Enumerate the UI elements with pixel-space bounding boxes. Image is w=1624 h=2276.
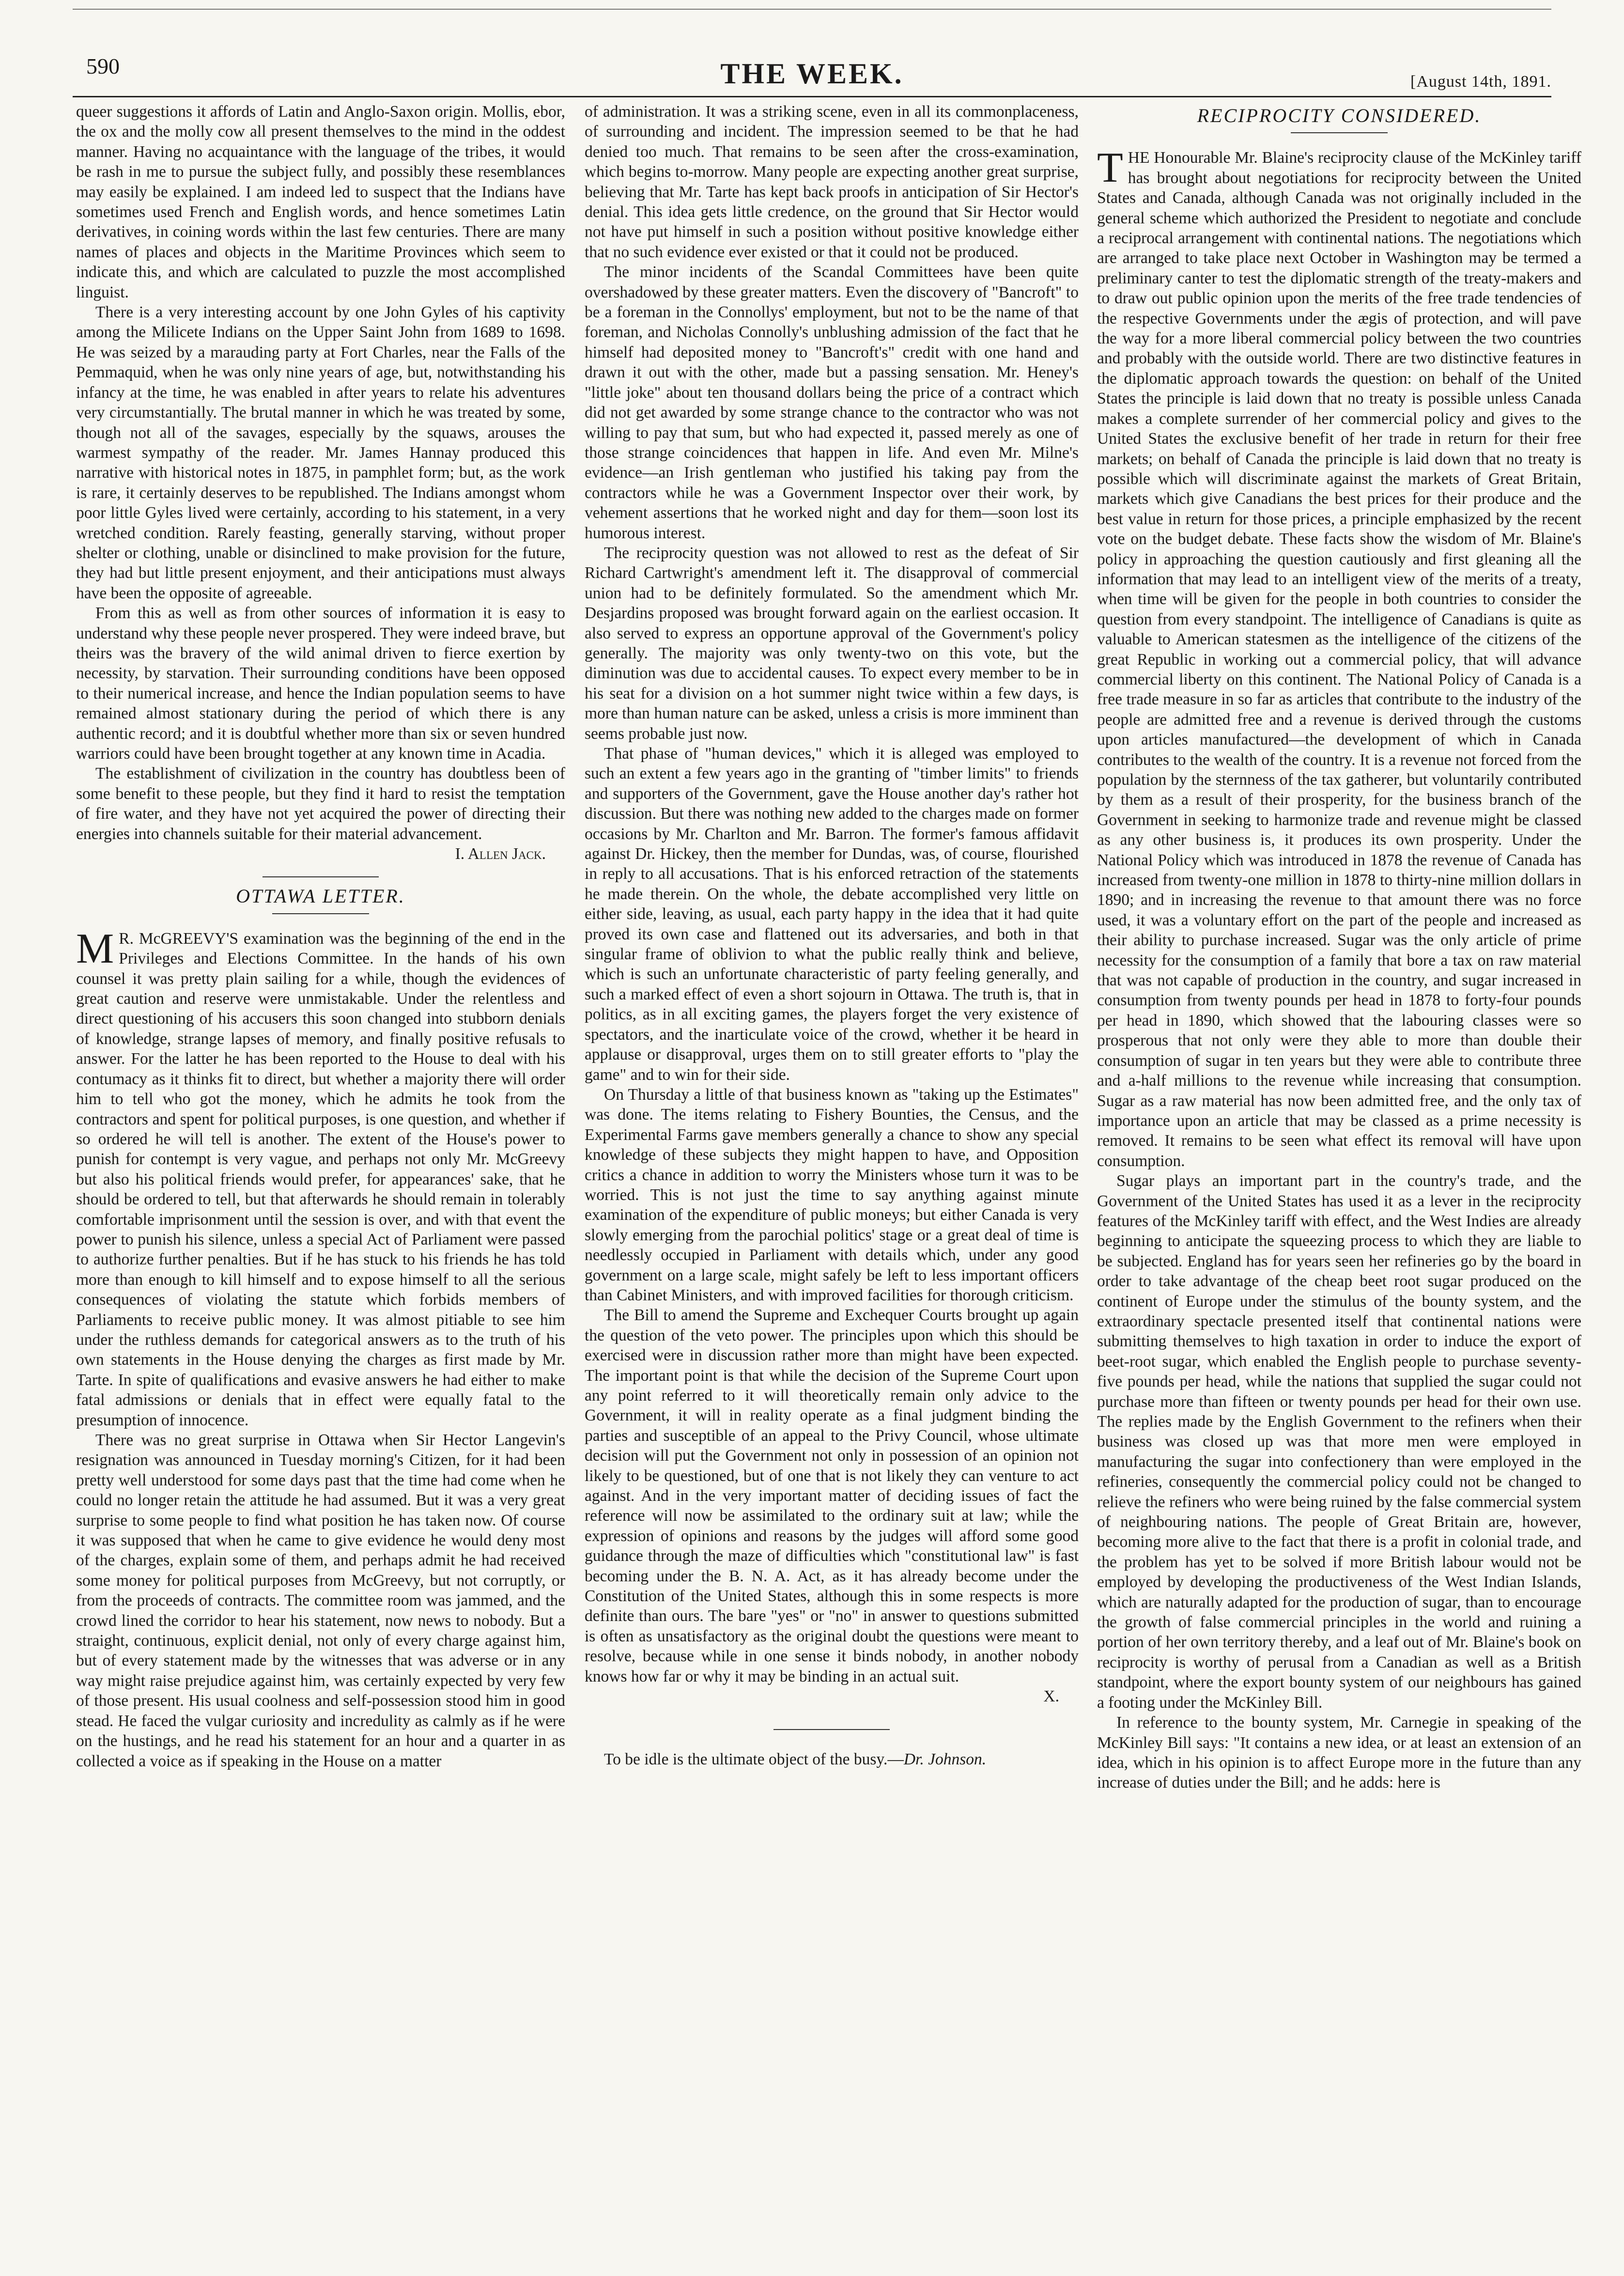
quotation-text: To be idle is the ultimate object of the busy.—	[604, 1750, 904, 1768]
drop-cap: M	[76, 925, 114, 972]
paragraph: The Bill to amend the Supreme and Exchequer Courts brought up again the question of the veto power. The principles upon which this should be exercised were in discussion rather more than might have been expected. The important point is that while the decision of the Supreme Court upon any point referred to it will theoretically remain only advice to the Government, it will in reality operate as a final judgment binding the parties and susceptible of an appeal to the Privy Council, whose ultimate decision will put the Government not only in possession of an opinion not likely to be questioned, but of one that is not likely they can venture to act against. And in the very important matter of deciding issues of fact the reference will now be assimilated to the ordinary suit at law; while the expression of opinions and reasons by the judges will afford some good guidance through the maze of difficulties which "constitutional law" is fast becoming under the B. N. A. Act, as it has already become under the Constitution of the United States, although this in some respects is more definite than ours. The bare "yes" or "no" in answer to questions submitted is often as unsatisfactory as the original doubt the questions were meant to resolve, because while in one sense it binds nobody, in another nobody knows how far or why it may be binding in an actual suit.	[585, 1306, 1079, 1685]
column-3	[1097, 102, 1581, 1793]
author-signature: X.	[1043, 1687, 1059, 1706]
title-underline	[1291, 132, 1388, 133]
paragraph: There was no great surprise in Ottawa when Sir Hector Langevin's resignation was announced in Tuesday morning's Citizen, for it had been pretty well understood for some days past that the time had come when he could no longer retain the attitude he had assumed. But it was a very great surprise to some people to find what position he has taken now. Of course it was supposed that when he came to give evidence he would deny most of the charges, explain some of them, and perhaps admit he had received some money for political purposes from McGreevy, but not corruptly, or from the proceeds of contracts. The committee room was jammed, and the crowd lined the corridor to hear his statement, now news to nobody. But a straight, continuous, explicit denial, not only of every charge against him, but of every statement made by the witnesses that was adverse or in any way might raise prejudice against him, was certainly expected by very few of those present. His usual coolness and self-possession stood him in good stead. He faced the vulgar curiosity and incredulity as calmly as if he were on the hustings, and he read his statement for an hour and a quarter in as collected a voice as if speaking in the House on a matter	[76, 1431, 565, 1770]
paragraph: That phase of "human devices," which it is alleged was employed to such an extent a few years ago in the granting of "timber limits" to friends and supporters of the Government, gave the House another day's rather hot discussion. But there was nothing new added to the charges made on former occasions by Mr. Charlton and Mr. Barron. The former's famous affidavit against Dr. Hickey, then the member for Dundas, was, of course, flourished in reply to all accusations. That is his enforced retraction of the statements he made therein. On the whole, the debate accomplished very little on either side, leaving, as usual, each party happy in the idea that it had quite proved its own case and flattened out its adversaries, and both in that singular frame of oblivion to what the public really think and believe, which is such an unfortunate characteristic of party feeling generally, and such a marked effect of even a short sojourn in Ottawa. The truth is, that in politics, as in all exciting games, the players forget the very existence of spectators, and the inarticulate voice of the crowd, whether it be heard in applause or disapproval, urges them on to still greater efforts to "play the game" and to win for their side.	[585, 745, 1079, 1084]
paragraph: queer suggestions it affords of Latin and Anglo-Saxon origin. Mollis, ebor, the ox and the molly cow all present themselves to the mind in the oddest manner. Having no acquaintance with the language of the tribes, it would be rash in me to pursue the subject fully, and possibly these resemblances may easily be explained. I am indeed led to suspect that the Indians have sometimes used French and English words, and hence sometimes Latin derivatives, in coining words within the last few centuries. There are many names of places and objects in the Maritime Provinces which seem to indicate this, and which are calculated to puzzle the most accomplished linguist.	[76, 103, 565, 301]
header-rule	[73, 96, 1551, 97]
paragraph: There is a very interesting account by one John Gyles of his captivity among the Milicete Indians on the Upper Saint John from 1689 to 1698. He was seized by a marauding party at Fort Charles, near the Falls of the Pemmaquid, when he was only nine years of age, but, notwithstanding his infancy at the time, he was enabled in after years to relate his adventures very circumstantially. The brutal manner in which he was treated by some, though not all of the savages, especially by the squaws, arouses the warmest sympathy of the reader. Mr. James Hannay produced this narrative with historical notes in 1875, in pamphlet form; but, as the work is rare, it certainly deserves to be republished. The Indians amongst whom poor little Gyles lived were certainly, according to his statement, in a very wretched condition. Rarely feasting, generally starving, without proper shelter or clothing, unable or disinclined to make provision for the future, they had but little present enjoyment, and their anticipations must always have been the opposite of agreeable.	[76, 303, 565, 602]
page-number: 590	[86, 54, 120, 78]
title-underline	[272, 913, 369, 914]
paragraph: In reference to the bounty system, Mr. Carnegie in speaking of the McKinley Bill says: "It contains a new idea, or at least an extension of an idea, which in his opinion is to affect Europe more in the future than any increase of duties under the Bill; and he adds: here is	[1097, 1714, 1581, 1792]
section-title-ottawa-letter: OTTAWA LETTER.	[236, 885, 405, 907]
paragraph-text: HE Honourable Mr. Blaine's reciprocity clause of the McKinley tariff has brought about negotiations for reciprocity between the United States and Canada, although Canada was not originally included in the general scheme which authorized the President to negotiate and conclude a reciprocal arrangement with continental nations. The negotiations which are arranged to take place next October in Washington may be termed a preliminary canter to test the diplomatic strength of the treaty-makers and to draw out public opinion upon the merits of the free trade tendencies of the respective Governments under the ægis of protection, and will pave the way for a more liberal commercial policy between the two countries and probably with the outside world. There are two distinctive features in the diplomatic approach towards the question: on behalf of the United States the principle is laid down that no treaty is possible unless Canada makes a complete surrender of her commercial policy and gives to the United States the exclusive benefit of her trade in return for their free markets; on behalf of Canada the principle is laid down that no treaty is possible which will discriminate against the markets of Great Britain, markets which give Canadians the best prices for their produce and the best value in return for those prices, a principle emphasized by the recent vote on the budget debate. These facts show the wisdom of Mr. Blaine's policy in approaching the question cautiously and first gleaning all the information that may lead to an intelligent view of the merits of a treaty, when time will be given for the people in both countries to consider the question from every standpoint. The intelligence of Canadians is quite as valuable to American statesmen as the intelligence of the citizens of the great Republic in working out a commercial policy, that will advance commercial liberty on this continent. The National Policy of Canada is a free trade measure in so far as articles that contribute to the industry of the people are admitted free and a revenue is derived through the customs upon articles manufactured—the development of which in Canada contributes to the wealth of the country. It is a revenue not forced from the population by the sternness of the tax gatherer, but voluntarily contributed by them as a result of their prosperity, for the business branch of the Government in seeking to harmonize trade and revenue might be classed as any other business is, it produces its own prosperity. Under the National Policy which was introduced in 1878 the revenue of Canada has increased from twenty-one million in 1878 to thirty-nine million dollars in 1890; and in increasing the revenue to that amount there was no force used, it was a voluntary effort on the part of the people and increased as their ability to purchase increased. Sugar was the only article of prime necessity for the consumption of a family that bore a tax on raw material that was not capable of production in the country, and sugar increased in consumption from twenty pounds per head in 1878 to forty-four pounds per head in 1890, which showed that the labouring classes were so prosperous that not only were they able to more than double their consumption of sugar in ten years but they were able to contribute three and a-half millions to the revenue while increasing that consumption. Sugar as a raw material has now been admitted free, and the only tax of importance upon an article that may be classed as a prime necessity is removed. It remains to be seen what effect its removal will have upon consumption.	[1097, 149, 1581, 1170]
section-title-reciprocity: RECIPROCITY CONSIDERED.	[1197, 105, 1482, 126]
column-2	[585, 102, 1079, 1769]
paragraph: From this as well as from other sources of information it is easy to understand why these people never prospered. They were indeed brave, but theirs was the bravery of the wild animal driven to fierce exertion by necessity, by starvation. Their surrounding conditions have been opposed to their numerical increase, and hence the Indian population seems to have remained almost stationary during the period of which there is any authentic record; and it is doubtful whether more than six or seven hundred warriors could have been brought together at any known time in Acadia.	[76, 604, 565, 763]
quotation-author: Dr. Johnson.	[903, 1750, 987, 1768]
paragraph: The establishment of civilization in the country has doubtless been of some benefit to these people, but they find it hard to resist the temptation of fire water, and they have not yet acquired the power of directing their energies into channels suitable for their material advancement.	[76, 764, 565, 843]
column-1	[76, 102, 565, 1771]
masthead-title: THE WEEK.	[720, 58, 904, 90]
paragraph	[76, 925, 565, 1430]
issue-date: [August 14th, 1891.	[1410, 73, 1551, 91]
paragraph: Sugar plays an important part in the country's trade, and the Government of the United States has used it as a lever in the reciprocity features of the McKinley tariff with effect, and the West Indies are already beginning to anticipate the squeezing process to which they are liable to be subjected. England has for years seen her refineries go by the board in order to take advantage of the cheap beet root sugar produced on the continent of Europe under the stimulus of the bounty system, and the extraordinary spectacle presented itself that continental nations were submitting themselves to high taxation in order to induce the export of beet-root sugar, which enabled the English people to purchase seventy-five pounds per head, while the nations that supplied the sugar could not purchase more than fifteen or twenty pounds per head for their own use. The replies made by the English Government to the refiners when their business was closed up was that more men were employed in manufacturing the sugar into confectionery than were employed in the refineries, consequently the commercial policy could not be changed to relieve the refiners who were being ruined by the false commercial system of neighbouring nations. The people of Great Britain are, however, becoming more alive to the fact that there is a profit in colonial trade, and the problem has yet to be solved if more British labour would not be employed by developing the productiveness of the West Indian Islands, which are naturally adapted for the production of sugar, than to encourage the growth of false commercial principles in the world and ruining a portion of her own territory thereby, and a leaf out of Mr. Blaine's book on reciprocity is worthy of perusal from a Canadian as well as a British standpoint, where the export bounty system of our neighbours has gained a footing under the McKinley Bill.	[1097, 1172, 1581, 1712]
paragraph: The reciprocity question was not allowed to rest as the defeat of Sir Richard Cartwright's amendment left it. The disapproval of commercial union had to be definitely formulated. So the amendment which Mr. Desjardins proposed was brought forward again on the earliest occasion. It also served to express an opportune approval of the Government's policy generally. The majority was only twenty-two on this vote, but the diminution was due to accidental causes. To expect every member to be in his seat for a division on a hot summer night twice within a few days, is more than human nature can be asked, unless a crisis is more imminent than seems probable just now.	[585, 544, 1079, 743]
paragraph: The minor incidents of the Scandal Committees have been quite overshadowed by these greater matters. Even the discovery of "Bancroft" to be a foreman in the Connollys' employment, but not to be the name of that foreman, and Nicholas Connolly's unblushing admission of the fact that he himself had deposited money to "Bancroft's" credit with one hand and drawn it out with the other, made but a passing sensation. Mr. Heney's "little joke" about ten thousand dollars being the price of a contract which did not get awarded by some strange chance to the contractor who was not willing to pay that sum, but who had expected it, passed merely as one of those strange coincidences that happen in life. And even Mr. Milne's evidence—an Irish gentleman who justified his taking pay from the contractors while he was a Government Inspector over their work, by vehement assertions that he worked night and day for them—soon lost its humorous interest.	[585, 263, 1079, 542]
top-border-rule	[73, 9, 1551, 10]
paragraph: On Thursday a little of that business known as "taking up the Estimates" was done. The items relating to Fishery Bounties, the Census, and the Experimental Farms gave members generally a chance to show any special knowledge of these subjects they might happen to have, and Opposition critics a chance in addition to worry the Ministers whose turn it was to be worried. This is not just the time to say anything against minute examination of the expenditure of public moneys; but either Canada is very slowly emerging from the parochial politics' stage or a great deal of time is needlessly occupied in Parliament with details which, under any good government on a large scale, might safely be left to less important officers than Cabinet Ministers, and with improved facilities for thorough criticism.	[585, 1085, 1079, 1304]
paragraph	[1097, 144, 1581, 1171]
section-divider	[263, 876, 379, 877]
quotation	[585, 1749, 1079, 1769]
paragraph: of administration. It was a striking scene, even in all its commonplaceness, of surrounding and incident. The impression seemed to be that he had denied too much. That remains to be seen after the cross-examination, which begins to-morrow. Many people are expecting another great surprise, believing that Mr. Tarte has kept back proofs in anticipation of Sir Hector's denial. This idea gets little credence, on the ground that Sir Hector would not have put himself in such a position without positive knowledge either that no such evidence ever existed or that it could not be produced.	[585, 103, 1079, 261]
drop-cap: T	[1097, 144, 1123, 192]
paragraph-text: R. McGREEVY'S examination was the beginning of the end in the Privileges and Elections Committee. In the hands of his own counsel it was pretty plain sailing for a while, though the evidences of great caution and reserve were unmistakable. Under the relentless and direct questioning of his accusers this soon changed into stubborn denials of knowledge, strange lapses of memory, and finally positive refusals to answer. For the latter he has been reported to the House to deal with his contumacy as it thinks fit to direct, but whether a majority there will order him to tell who got the money, which he admits he took from the contractors and spent for political purposes, is one question, and whether if so ordered he will tell is another. The extent of the House's power to punish for contempt is very vague, and perhaps not only Mr. McGreevy but also his political friends would prefer, for appearances' sake, that he should be ordered to tell, but that afterwards he should remain in tolerably comfortable imprisonment until the session is over, and with that event the power to punish his silence, unless a special Act of Parliament were passed to authorize further penalties. But if he has stuck to his friends he has told more than enough to kill himself and to expose himself to all the serious consequences of violating the statute which forbids members of Parliaments to receive public money. It was almost pitiable to see him under the ruthless demands for categorical answers as to the truth of his own statements in the House denying the charges as first made by Mr. Tarte. In spite of qualifications and evasive answers he had either to make fatal admissions or denials that in effect were equally fatal to the presumption of innocence.	[76, 929, 565, 1429]
author-signature: I. Allen Jack.	[455, 845, 546, 863]
section-divider	[773, 1729, 890, 1730]
